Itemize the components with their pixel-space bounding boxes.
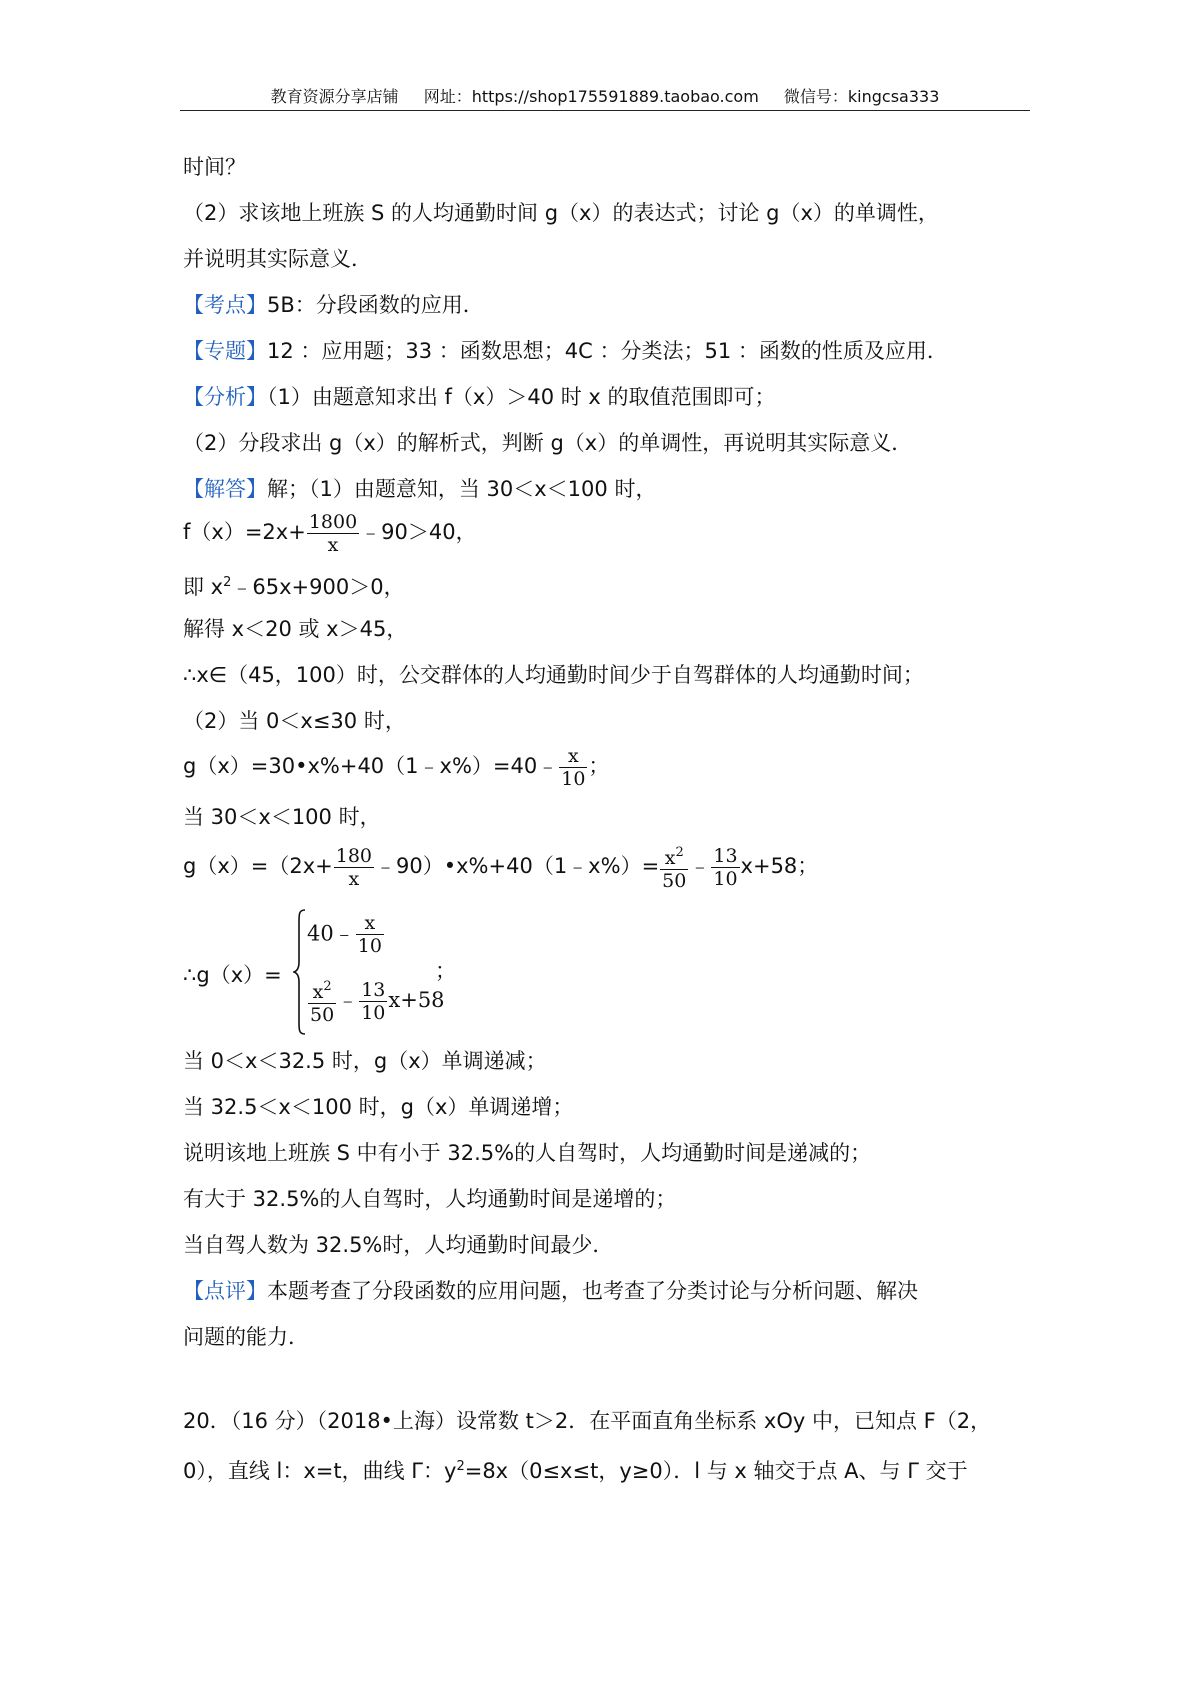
text-line: 说明该地上班族 S 中有小于 32.5%的人自驾时，人均通勤时间是递减的； — [183, 1141, 872, 1165]
fraction-denominator: 10 — [361, 1001, 386, 1024]
kaodian-tag: 【考点】 — [183, 293, 267, 317]
exponent: 2 — [323, 979, 332, 994]
piecewise-formula — [183, 908, 783, 1042]
formula-text: 即 x — [183, 575, 224, 599]
fraction — [711, 845, 739, 890]
dianping-tag: 【点评】 — [183, 1279, 267, 1303]
fraction-numerator — [660, 842, 688, 870]
text-line: 问题的能力． — [183, 1325, 309, 1349]
text-line: ∴x∈（45，100）时，公交群体的人均通勤时间少于自驾群体的人均通勤时间； — [183, 663, 924, 687]
jieda-line — [183, 474, 656, 504]
fraction-denominator: 10 — [561, 767, 586, 790]
fraction — [356, 912, 384, 957]
formula-text: ﹣90）•x%+40（1﹣x%）= — [375, 854, 660, 878]
text-line: 有大于 32.5%的人自驾时，人均通勤时间是递增的； — [183, 1187, 677, 1211]
formula-text: ﹣ — [337, 988, 359, 1012]
fraction-numerator: x — [559, 745, 587, 768]
fraction-numerator: 1800 — [308, 510, 358, 533]
zhuanti-line — [183, 336, 948, 366]
fraction — [660, 842, 688, 892]
header-shop: 教育资源分享店铺 — [270, 87, 399, 106]
fraction-denominator: 10 — [357, 935, 382, 957]
formula-text: x+58 — [388, 988, 445, 1012]
fraction-denominator: 50 — [662, 870, 687, 892]
jieda-tag: 【解答】 — [183, 477, 267, 501]
text-line: 当 32.5＜x＜100 时，g（x）单调递增； — [183, 1095, 574, 1119]
header-wechat: 微信号：kingcsa333 — [783, 87, 940, 106]
fraction — [559, 745, 587, 790]
exponent: 2 — [456, 1459, 465, 1474]
zhuanti-text: 12 ：应用题；33 ：函数思想；4C ：分类法；51 ：函数的性质及应用． — [267, 339, 948, 363]
formula-text: 0），直线 l：x=t，曲线 Γ：y — [183, 1459, 457, 1483]
exponent: 2 — [675, 845, 684, 860]
formula-g1 — [183, 744, 609, 790]
header-url[interactable]: 网址：https://shop175591889.taobao.com — [423, 87, 759, 106]
fraction-numerator: 13 — [361, 978, 386, 1001]
text-line: 解得 x＜20 或 x＞45， — [183, 617, 408, 641]
text-line: 时间？ — [183, 155, 246, 179]
text-line: 并说明其实际意义． — [183, 247, 372, 271]
header-divider — [180, 110, 1030, 111]
fraction-numerator: 180 — [335, 844, 373, 867]
left-brace-icon — [293, 908, 307, 1036]
dianping-line — [183, 1276, 918, 1306]
formula-text: ﹣90＞40， — [360, 520, 477, 544]
formula-text: ； — [588, 754, 610, 778]
fraction-denominator: x — [348, 867, 360, 890]
text-line: （2）求该地上班族 S 的人均通勤时间 g（x）的表达式；讨论 g（x）的单调性， — [183, 201, 939, 225]
text-line: 当自驾人数为 32.5%时，人均通勤时间最少． — [183, 1233, 614, 1257]
formula-f — [183, 510, 477, 556]
dianping-text: 本题考查了分段函数的应用问题，也考查了分类讨论与分析问题、解决 — [267, 1279, 918, 1303]
formula-text: g（x）=（2x+ — [183, 854, 333, 878]
text-line: 当 30＜x＜100 时， — [183, 805, 381, 829]
fraction — [307, 511, 359, 556]
formula-g2 — [183, 842, 818, 892]
fraction — [359, 979, 387, 1024]
numerator-base: x — [664, 847, 676, 869]
formula-text: ∴g（x）= — [183, 963, 282, 987]
text-line: 当 0＜x＜32.5 时，g（x）单调递减； — [183, 1049, 547, 1073]
fenxi-tag: 【分析】 — [183, 385, 267, 409]
formula-text: ﹣ — [689, 854, 711, 878]
fraction-denominator: x — [327, 533, 339, 556]
fenxi-line — [183, 382, 776, 412]
fraction-numerator: 13 — [713, 844, 738, 867]
question-20-line-1: 20．（16 分）（2018•上海）设常数 t＞2．在平面直角坐标系 xOy 中，已知点 F（2， — [183, 1409, 992, 1433]
formula-text: g（x）=30•x%+40（1﹣x%）=40﹣ — [183, 754, 559, 778]
kaodian-text: 5B：分段函数的应用． — [267, 293, 484, 317]
numerator-base: x — [312, 981, 324, 1003]
formula-text: 40﹣ — [307, 921, 355, 946]
fraction-denominator: 50 — [310, 1004, 335, 1026]
formula-text: ； — [435, 959, 456, 983]
formula-quadratic — [183, 568, 405, 602]
formula-text: =8x（0≤x≤t，y≥0）．l 与 x 轴交于点 A、与 Γ 交于 — [464, 1459, 968, 1483]
fraction — [334, 845, 374, 890]
piecewise-case-2 — [307, 976, 445, 1026]
kaodian-line — [183, 290, 484, 320]
fraction-numerator — [308, 976, 336, 1004]
text-line: （2）分段求出 g（x）的解析式，判断 g（x）的单调性，再说明其实际意义． — [183, 431, 913, 455]
zhuanti-tag: 【专题】 — [183, 339, 267, 363]
formula-text: f（x）=2x+ — [183, 520, 306, 544]
fenxi-text: （1）由题意知求出 f（x）＞40 时 x 的取值范围即可； — [267, 385, 776, 409]
fraction-denominator: 10 — [713, 867, 738, 890]
formula-text: x+58； — [740, 854, 819, 878]
question-20-line-2 — [183, 1452, 968, 1486]
fraction — [308, 976, 336, 1026]
fraction-numerator: x — [356, 912, 384, 935]
piecewise-case-1 — [307, 912, 385, 957]
formula-text: ﹣65x+900＞0， — [231, 575, 405, 599]
jieda-text: 解；（1）由题意知，当 30＜x＜100 时， — [267, 477, 657, 501]
text-line: （2）当 0＜x≤30 时， — [183, 709, 406, 733]
page-header — [180, 84, 1030, 112]
exponent: 2 — [223, 575, 232, 590]
